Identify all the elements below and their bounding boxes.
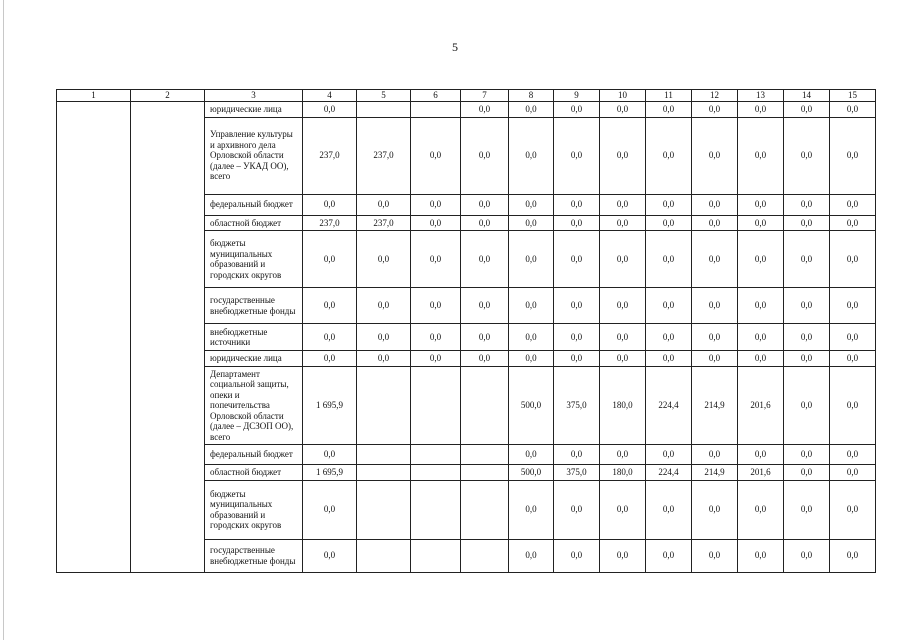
column-number-header: 5	[357, 90, 411, 102]
value-cell: 0,0	[646, 539, 692, 572]
value-cell	[411, 465, 461, 481]
value-cell: 0,0	[411, 324, 461, 351]
value-cell: 0,0	[830, 465, 876, 481]
value-cell: 224,4	[646, 465, 692, 481]
value-cell: 0,0	[784, 366, 830, 445]
value-cell: 0,0	[461, 215, 509, 231]
value-cell: 0,0	[784, 102, 830, 118]
value-cell: 0,0	[303, 539, 357, 572]
value-cell	[357, 539, 411, 572]
value-cell	[461, 366, 509, 445]
value-cell: 237,0	[357, 117, 411, 194]
value-cell: 0,0	[411, 288, 461, 324]
funding-source-label: Департамент социальной защиты, опеки и попечительства Орловской области (далее – ДСЗОП ОО), всего	[205, 366, 303, 445]
column-number-header: 7	[461, 90, 509, 102]
value-cell	[357, 465, 411, 481]
value-cell: 0,0	[509, 445, 554, 465]
value-cell: 0,0	[509, 102, 554, 118]
column-number-header: 1	[57, 90, 131, 102]
value-cell: 0,0	[738, 194, 784, 215]
value-cell: 0,0	[461, 194, 509, 215]
funding-source-label: федеральный бюджет	[205, 445, 303, 465]
value-cell: 0,0	[692, 194, 738, 215]
column-number-header: 3	[205, 90, 303, 102]
value-cell: 0,0	[554, 445, 600, 465]
value-cell: 0,0	[830, 231, 876, 288]
value-cell: 237,0	[357, 215, 411, 231]
value-cell: 0,0	[303, 324, 357, 351]
column-number-header: 4	[303, 90, 357, 102]
value-cell: 0,0	[509, 231, 554, 288]
funding-source-label: областной бюджет	[205, 215, 303, 231]
value-cell: 0,0	[357, 288, 411, 324]
value-cell: 0,0	[600, 445, 646, 465]
value-cell: 0,0	[784, 288, 830, 324]
value-cell: 0,0	[646, 215, 692, 231]
value-cell: 0,0	[357, 194, 411, 215]
value-cell: 0,0	[784, 215, 830, 231]
value-cell	[357, 445, 411, 465]
value-cell	[411, 102, 461, 118]
value-cell: 0,0	[411, 351, 461, 367]
value-cell: 0,0	[830, 288, 876, 324]
column-number-header: 2	[131, 90, 205, 102]
funding-source-label: бюджеты муниципальных образований и городских округов	[205, 231, 303, 288]
value-cell: 0,0	[646, 351, 692, 367]
value-cell: 237,0	[303, 215, 357, 231]
value-cell: 0,0	[411, 117, 461, 194]
value-cell: 0,0	[600, 194, 646, 215]
column-number-header: 8	[509, 90, 554, 102]
budget-table	[56, 89, 876, 573]
value-cell: 0,0	[646, 288, 692, 324]
value-cell: 0,0	[784, 445, 830, 465]
funding-source-label: государственные внебюджетные фонды	[205, 288, 303, 324]
value-cell: 0,0	[509, 288, 554, 324]
column-number-header: 13	[738, 90, 784, 102]
value-cell: 0,0	[357, 324, 411, 351]
value-cell: 0,0	[411, 194, 461, 215]
value-cell: 0,0	[554, 231, 600, 288]
value-cell: 0,0	[600, 102, 646, 118]
value-cell: 0,0	[600, 351, 646, 367]
value-cell: 237,0	[303, 117, 357, 194]
value-cell: 0,0	[646, 231, 692, 288]
value-cell: 0,0	[692, 215, 738, 231]
table-row	[57, 102, 876, 118]
value-cell: 0,0	[554, 194, 600, 215]
value-cell: 0,0	[692, 351, 738, 367]
value-cell: 0,0	[303, 231, 357, 288]
value-cell: 0,0	[738, 539, 784, 572]
value-cell: 0,0	[411, 231, 461, 288]
value-cell: 0,0	[461, 231, 509, 288]
funding-source-label: государственные внебюджетные фонды	[205, 539, 303, 572]
value-cell: 0,0	[830, 194, 876, 215]
value-cell: 0,0	[738, 351, 784, 367]
value-cell: 0,0	[738, 480, 784, 539]
value-cell: 0,0	[784, 117, 830, 194]
value-cell: 0,0	[646, 117, 692, 194]
value-cell	[411, 539, 461, 572]
value-cell: 0,0	[600, 231, 646, 288]
value-cell: 0,0	[509, 194, 554, 215]
value-cell: 0,0	[646, 102, 692, 118]
value-cell: 0,0	[509, 480, 554, 539]
value-cell: 0,0	[692, 539, 738, 572]
value-cell: 0,0	[830, 102, 876, 118]
value-cell: 500,0	[509, 366, 554, 445]
value-cell: 0,0	[784, 539, 830, 572]
value-cell: 0,0	[303, 351, 357, 367]
value-cell: 0,0	[600, 539, 646, 572]
value-cell: 0,0	[738, 117, 784, 194]
value-cell: 0,0	[692, 117, 738, 194]
value-cell: 0,0	[784, 324, 830, 351]
value-cell: 0,0	[509, 539, 554, 572]
value-cell: 0,0	[784, 351, 830, 367]
funding-source-label: бюджеты муниципальных образований и городских округов	[205, 480, 303, 539]
value-cell: 201,6	[738, 465, 784, 481]
value-cell: 0,0	[303, 102, 357, 118]
value-cell: 0,0	[461, 351, 509, 367]
value-cell: 1 695,9	[303, 465, 357, 481]
value-cell	[357, 102, 411, 118]
value-cell: 0,0	[554, 102, 600, 118]
value-cell: 0,0	[411, 215, 461, 231]
value-cell: 375,0	[554, 366, 600, 445]
value-cell: 0,0	[600, 117, 646, 194]
value-cell: 0,0	[554, 351, 600, 367]
value-cell: 0,0	[784, 231, 830, 288]
value-cell: 0,0	[646, 324, 692, 351]
value-cell: 0,0	[692, 445, 738, 465]
column-number-header: 14	[784, 90, 830, 102]
column-number-header: 11	[646, 90, 692, 102]
value-cell: 375,0	[554, 465, 600, 481]
funding-source-label: областной бюджет	[205, 465, 303, 481]
funding-source-label: внебюджетные источники	[205, 324, 303, 351]
value-cell: 0,0	[509, 351, 554, 367]
value-cell: 0,0	[554, 215, 600, 231]
column-number-header: 6	[411, 90, 461, 102]
value-cell: 180,0	[600, 366, 646, 445]
column-number-header: 10	[600, 90, 646, 102]
value-cell: 0,0	[738, 324, 784, 351]
value-cell: 0,0	[509, 215, 554, 231]
value-cell: 0,0	[461, 102, 509, 118]
value-cell: 0,0	[830, 117, 876, 194]
value-cell: 0,0	[830, 324, 876, 351]
value-cell: 0,0	[600, 480, 646, 539]
value-cell: 0,0	[646, 194, 692, 215]
value-cell: 214,9	[692, 465, 738, 481]
value-cell: 0,0	[303, 480, 357, 539]
value-cell: 0,0	[600, 215, 646, 231]
value-cell	[357, 480, 411, 539]
value-cell: 0,0	[692, 288, 738, 324]
value-cell: 0,0	[509, 324, 554, 351]
value-cell	[411, 445, 461, 465]
value-cell: 0,0	[554, 539, 600, 572]
value-cell: 201,6	[738, 366, 784, 445]
value-cell: 0,0	[600, 324, 646, 351]
value-cell: 0,0	[461, 288, 509, 324]
value-cell: 0,0	[738, 215, 784, 231]
page-edge-line	[3, 0, 4, 640]
value-cell: 0,0	[303, 288, 357, 324]
value-cell: 0,0	[461, 324, 509, 351]
value-cell: 0,0	[554, 288, 600, 324]
value-cell: 500,0	[509, 465, 554, 481]
value-cell: 0,0	[600, 288, 646, 324]
page-number: 5	[452, 40, 458, 54]
value-cell	[461, 480, 509, 539]
value-cell: 0,0	[692, 480, 738, 539]
value-cell: 0,0	[692, 231, 738, 288]
value-cell: 0,0	[830, 445, 876, 465]
value-cell	[461, 445, 509, 465]
value-cell: 0,0	[692, 102, 738, 118]
value-cell: 0,0	[784, 194, 830, 215]
value-cell: 0,0	[554, 324, 600, 351]
table-header-row	[57, 90, 876, 102]
value-cell: 1 695,9	[303, 366, 357, 445]
value-cell	[461, 465, 509, 481]
column-number-header: 15	[830, 90, 876, 102]
column-number-header: 12	[692, 90, 738, 102]
value-cell	[411, 480, 461, 539]
value-cell: 0,0	[554, 480, 600, 539]
value-cell: 224,4	[646, 366, 692, 445]
funding-source-label: юридические лица	[205, 351, 303, 367]
value-cell: 0,0	[784, 465, 830, 481]
value-cell: 0,0	[357, 351, 411, 367]
value-cell: 0,0	[509, 117, 554, 194]
funding-source-label: федеральный бюджет	[205, 194, 303, 215]
value-cell: 0,0	[830, 366, 876, 445]
value-cell: 0,0	[357, 231, 411, 288]
column-number-header: 9	[554, 90, 600, 102]
value-cell: 0,0	[738, 445, 784, 465]
value-cell: 0,0	[738, 288, 784, 324]
value-cell: 0,0	[303, 445, 357, 465]
value-cell: 0,0	[738, 231, 784, 288]
value-cell: 0,0	[303, 194, 357, 215]
value-cell: 0,0	[738, 102, 784, 118]
funding-source-label: юридические лица	[205, 102, 303, 118]
value-cell: 0,0	[830, 539, 876, 572]
value-cell: 0,0	[646, 480, 692, 539]
value-cell: 0,0	[830, 480, 876, 539]
value-cell: 0,0	[646, 445, 692, 465]
table-body	[57, 102, 876, 573]
value-cell: 180,0	[600, 465, 646, 481]
value-cell: 0,0	[784, 480, 830, 539]
value-cell	[411, 366, 461, 445]
col-1-cell	[57, 102, 131, 573]
value-cell: 0,0	[554, 117, 600, 194]
value-cell	[357, 366, 411, 445]
value-cell: 0,0	[461, 117, 509, 194]
value-cell	[461, 539, 509, 572]
value-cell: 0,0	[830, 215, 876, 231]
value-cell: 0,0	[692, 324, 738, 351]
funding-source-label: Управление культуры и архивного дела Орловской области (далее – УКАД ОО), всего	[205, 117, 303, 194]
value-cell: 0,0	[830, 351, 876, 367]
col-2-cell	[131, 102, 205, 573]
value-cell: 214,9	[692, 366, 738, 445]
